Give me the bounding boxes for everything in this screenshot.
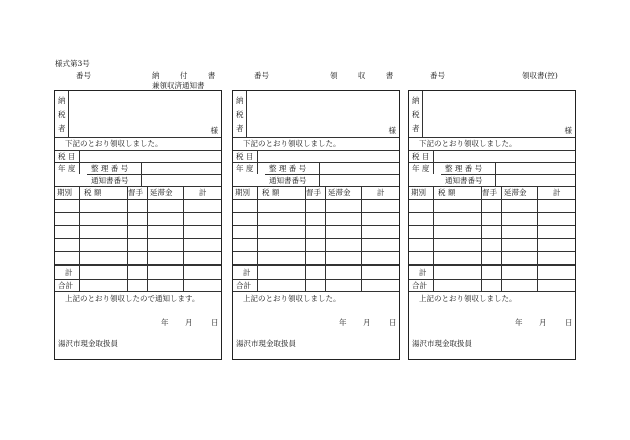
fiscal-year-label: 年 度 xyxy=(236,164,254,173)
sama-label: 様 xyxy=(388,126,396,135)
payer-label-char: 納 xyxy=(412,96,420,105)
grand-total-label: 合計 xyxy=(236,281,251,290)
sama-label: 様 xyxy=(564,126,572,135)
column-header: 計 xyxy=(377,188,385,197)
cashier-label: 湯沢市現金取扱員 xyxy=(412,339,472,348)
notice-number-label: 通知書番号 xyxy=(445,176,483,185)
tax-item-label: 税 目 xyxy=(58,152,76,161)
column-header: 督手 xyxy=(306,188,321,197)
subtotal-label: 計 xyxy=(419,268,427,277)
receipt-panel xyxy=(408,90,576,360)
month-label: 月 xyxy=(363,318,371,327)
notice-number-label: 通知書番号 xyxy=(91,176,129,185)
payer-label-char: 税 xyxy=(412,110,420,119)
document-title: 領収書(控) xyxy=(522,71,558,80)
document-title: 領 収 書 xyxy=(330,71,403,80)
receipt-panel xyxy=(232,90,400,360)
year-label: 年 xyxy=(339,318,347,327)
column-header: 計 xyxy=(553,188,561,197)
day-label: 日 xyxy=(211,318,219,327)
tax-item-label: 税 目 xyxy=(412,152,430,161)
year-label: 年 xyxy=(161,318,169,327)
column-header: 税 額 xyxy=(438,188,456,197)
reference-number-label: 整 理 番 号 xyxy=(445,164,483,173)
form-number: 様式第3号 xyxy=(55,59,90,68)
month-label: 月 xyxy=(185,318,193,327)
fiscal-year-label: 年 度 xyxy=(58,164,76,173)
reference-number-label: 整 理 番 号 xyxy=(91,164,129,173)
subtotal-label: 計 xyxy=(65,268,73,277)
document-title: 納 付 書 xyxy=(152,71,225,80)
payer-label-char: 者 xyxy=(412,124,420,133)
payer-label-char: 納 xyxy=(236,96,244,105)
sama-label: 様 xyxy=(210,126,218,135)
month-label: 月 xyxy=(539,318,547,327)
column-header: 督手 xyxy=(128,188,143,197)
cashier-label: 湯沢市現金取扱員 xyxy=(236,339,296,348)
number-label: 番号 xyxy=(430,71,445,80)
column-header: 税 額 xyxy=(84,188,102,197)
column-header: 延滞金 xyxy=(504,188,527,197)
column-header: 期別 xyxy=(411,188,426,197)
column-header: 延滞金 xyxy=(150,188,173,197)
receipt-statement: 上記のとおり領収しました。 xyxy=(243,294,341,303)
document-subtitle: 兼領収済通知書 xyxy=(152,81,205,90)
column-header: 計 xyxy=(199,188,207,197)
year-label: 年 xyxy=(515,318,523,327)
column-header: 延滞金 xyxy=(328,188,351,197)
fiscal-year-label: 年 度 xyxy=(412,164,430,173)
grand-total-label: 合計 xyxy=(58,281,73,290)
notice-number-label: 通知書番号 xyxy=(269,176,307,185)
receipt-statement: 上記のとおり領収したので通知します。 xyxy=(65,294,200,303)
day-label: 日 xyxy=(389,318,397,327)
number-label: 番号 xyxy=(76,71,91,80)
received-line: 下記のとおり領収しました。 xyxy=(419,139,517,148)
column-header: 税 額 xyxy=(262,188,280,197)
payer-label-char: 税 xyxy=(58,110,66,119)
payer-label-char: 者 xyxy=(58,124,66,133)
payer-label-char: 納 xyxy=(58,96,66,105)
received-line: 下記のとおり領収しました。 xyxy=(243,139,341,148)
number-label: 番号 xyxy=(254,71,269,80)
cashier-label: 湯沢市現金取扱員 xyxy=(58,339,118,348)
column-header: 督手 xyxy=(482,188,497,197)
column-header: 期別 xyxy=(235,188,250,197)
payer-label-char: 者 xyxy=(236,124,244,133)
grand-total-label: 合計 xyxy=(412,281,427,290)
receipt-statement: 上記のとおり領収しました。 xyxy=(419,294,517,303)
tax-item-label: 税 目 xyxy=(236,152,254,161)
column-header: 期別 xyxy=(57,188,72,197)
day-label: 日 xyxy=(565,318,573,327)
reference-number-label: 整 理 番 号 xyxy=(269,164,307,173)
received-line: 下記のとおり領収しました。 xyxy=(65,139,163,148)
receipt-panel xyxy=(54,90,222,360)
payer-label-char: 税 xyxy=(236,110,244,119)
subtotal-label: 計 xyxy=(243,268,251,277)
